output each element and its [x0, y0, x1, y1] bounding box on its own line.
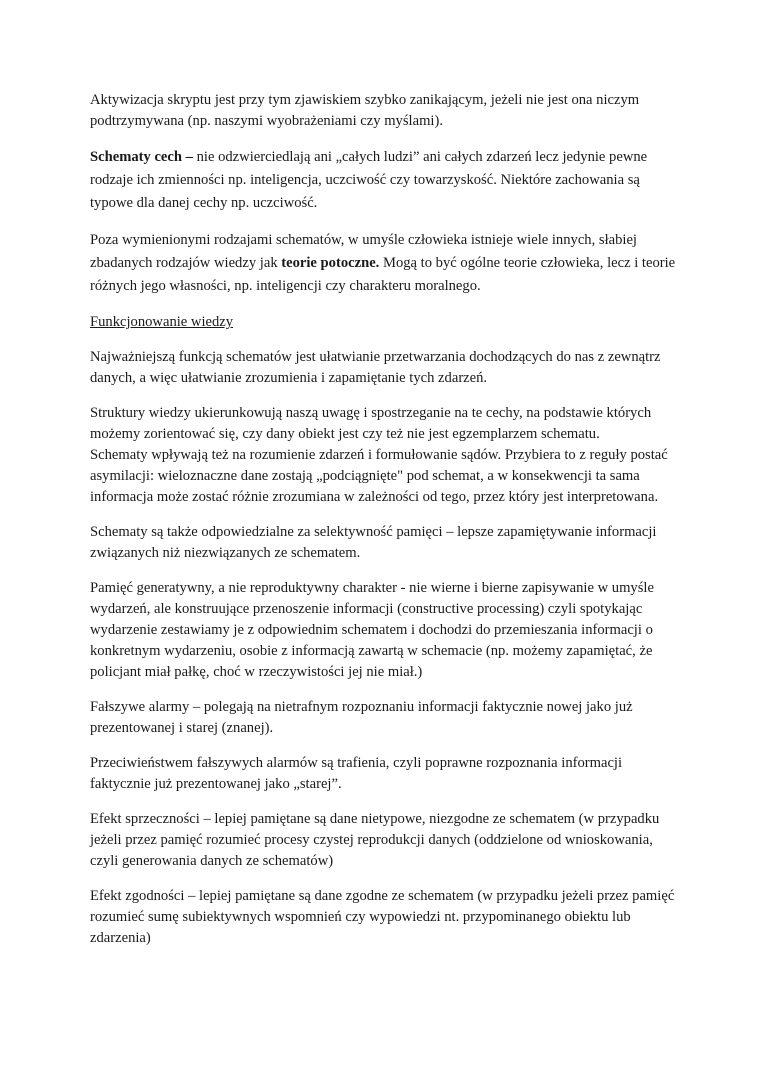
paragraph-script-activation: Aktywizacja skryptu jest przy tym zjawiskiem szybko zanikającym, jeżeli nie jest ona niczym podtrzymywana (np. naszymi wyobrażeniami czy myślami).: [90, 92, 640, 129]
section-heading-knowledge-functioning: Funkcjonowanie wiedzy: [90, 314, 234, 330]
term-trait-schemas: Schematy cech –: [90, 149, 193, 165]
paragraph-consistency-effect: Efekt zgodności – lepiej pamiętane są dane zgodne ze schematem (w przypadku jeżeli przez pamięć rozumieć sumę subiektywnych wspomnień czy wypowiedzi nt. przypominanego obiektu lub zdarzenia): [90, 888, 675, 946]
paragraph-schema-function: Najważniejszą funkcją schematów jest ułatwianie przetwarzania dochodzących do nas z zewnątrz danych, a więc ułatwianie zrozumienia i zapamiętanie tych zdarzeń.: [90, 349, 661, 386]
paragraph-trait-schemas-text: nie odzwierciedlają ani „całych ludzi” ani całych zdarzeń lecz jedynie pewne rodzaje ich zmienności np. inteligencja, uczciwość czy towarzyskość. Niektóre zachowania są typowe dla danej cechy np. uczciwość.: [90, 149, 648, 211]
paragraph-generative-memory: Pamięć generatywny, a nie reproduktywny charakter - nie wierne i bierne zapisywanie w umyśle wydarzeń, ale konstruujące przenoszenie informacji (constructive processing) czyli spotykając wydarzenie zestawiamy je z odpowiednim schematem i dochodzi do przemieszania informacji o konkretnym wydarzeniu, osobie z informacją zawartą w schemacie (np. możemy zapamiętać, że policjant miał pałkę, choć w rzeczywistości jej nie miał.): [90, 580, 654, 680]
paragraph-false-alarms: Fałszywe alarmy – polegają na nietrafnym rozpoznaniu informacji faktycznie nowej jako już prezentowanej i starej (znanej).: [90, 699, 633, 736]
paragraph-inconsistency-effect: Efekt sprzeczności – lepiej pamiętane są dane nietypowe, niezgodne ze schematem (w przypadku jeżeli przez pamięć rozumieć procesy czystej reprodukcji danych (oddzielone od wnioskowania, czyli generowania danych ze schematów): [90, 811, 660, 869]
paragraph-folk-theories-end: Mogą to być ogólne teorie człowieka, lecz i teorie różnych jego własności, np. inteligencji czy charakteru moralnego.: [90, 255, 676, 294]
paragraph-memory-selectivity: Schematy są także odpowiedzialne za selektywność pamięci – lepsze zapamiętywanie informacji związanych niż niezwiązanych ze schematem.: [90, 524, 657, 561]
paragraph-hits: Przeciwieństwem fałszywych alarmów są trafienia, czyli poprawne rozpoznania informacji faktycznie już prezentowanej jako „starej”.: [90, 755, 623, 792]
paragraph-folk-theories: [90, 229, 676, 298]
paragraph-folk-theories-start: Poza wymienionymi rodzajami schematów, w umyśle człowieka istnieje wiele innych, słabiej zbadanych rodzajów wiedzy jak: [90, 232, 637, 271]
paragraph-assimilation: Schematy wpływają też na rozumienie zdarzeń i formułowanie sądów. Przybiera to z reguły postać asymilacji: wieloznaczne dane zostają „podciągnięte" pod schemat, a w konsekwencji ta sama informacja może zostać różnie zrozumiana w zależności od tego, przez który jest interpretowana.: [90, 447, 668, 505]
document-page: [90, 90, 676, 963]
paragraph-trait-schemas: [90, 146, 676, 215]
paragraph-knowledge-structures: Struktury wiedzy ukierunkowują naszą uwagę i spostrzeganie na te cechy, na podstawie których możemy zorientować się, czy dany obiekt jest czy też nie jest egzemplarzem schematu.: [90, 405, 652, 442]
term-folk-theories: teorie potoczne.: [281, 255, 380, 271]
